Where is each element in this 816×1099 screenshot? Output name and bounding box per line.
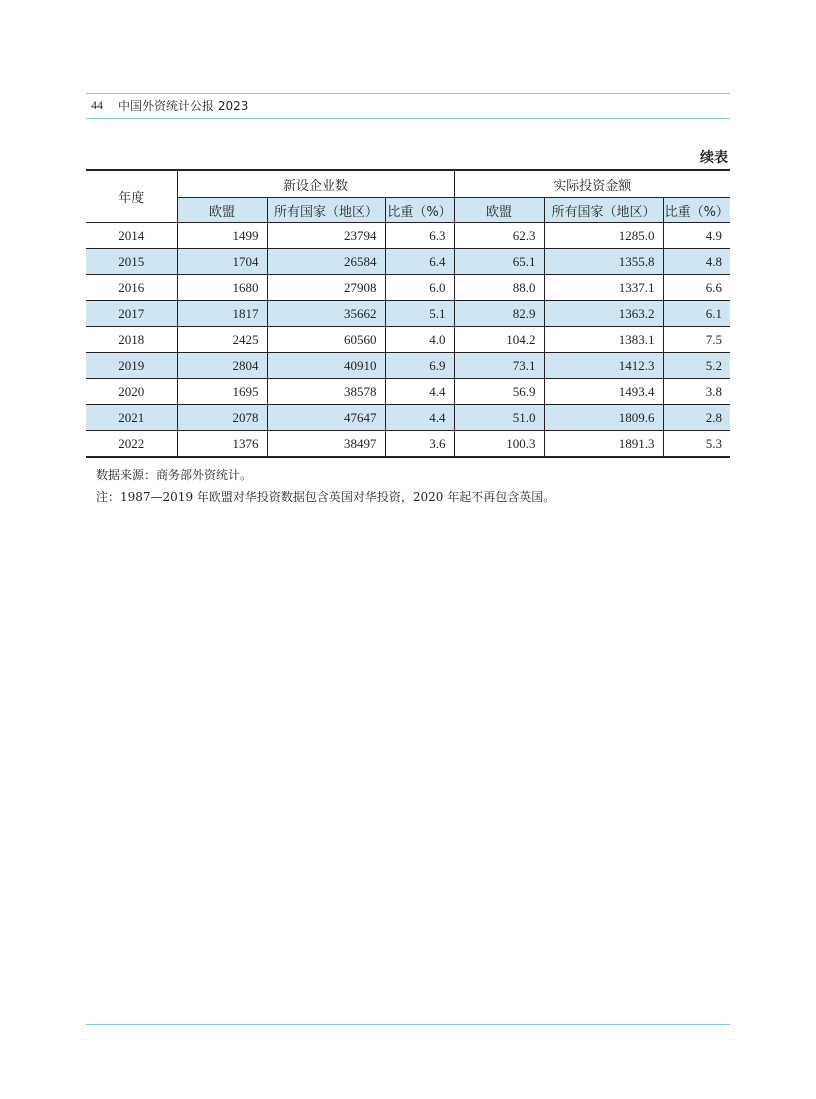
cell-enterprise-share: 4.4: [385, 379, 454, 405]
sub-header-eu: 欧盟: [454, 198, 544, 223]
cell-year: 2022: [86, 431, 177, 458]
cell-all-enterprises: 27908: [267, 275, 385, 301]
cell-eu-investment: 104.2: [454, 327, 544, 353]
table-row: [86, 353, 730, 379]
cell-eu-enterprises: 2804: [177, 353, 267, 379]
page-number: 44: [91, 98, 103, 112]
table-row: [86, 405, 730, 431]
table-row: [86, 301, 730, 327]
cell-enterprise-share: 4.4: [385, 405, 454, 431]
cell-eu-investment: 88.0: [454, 275, 544, 301]
running-header: [86, 93, 730, 119]
cell-eu-enterprises: 1704: [177, 249, 267, 275]
cell-enterprise-share: 4.0: [385, 327, 454, 353]
cell-eu-enterprises: 2425: [177, 327, 267, 353]
cell-enterprise-share: 6.0: [385, 275, 454, 301]
cell-eu-investment: 56.9: [454, 379, 544, 405]
cell-all-enterprises: 47647: [267, 405, 385, 431]
statistics-table: [86, 169, 730, 458]
cell-all-investment: 1337.1: [544, 275, 663, 301]
cell-eu-enterprises: 1817: [177, 301, 267, 327]
cell-eu-enterprises: 1680: [177, 275, 267, 301]
year-column-header: 年度: [86, 170, 177, 223]
table-row: [86, 431, 730, 458]
cell-all-enterprises: 38578: [267, 379, 385, 405]
cell-all-investment: 1493.4: [544, 379, 663, 405]
cell-year: 2019: [86, 353, 177, 379]
cell-enterprise-share: 6.3: [385, 223, 454, 249]
cell-all-investment: 1891.3: [544, 431, 663, 458]
cell-year: 2017: [86, 301, 177, 327]
cell-all-enterprises: 23794: [267, 223, 385, 249]
cell-all-enterprises: 38497: [267, 431, 385, 458]
cell-investment-share: 5.2: [663, 353, 730, 379]
cell-enterprise-share: 3.6: [385, 431, 454, 458]
cell-all-investment: 1285.0: [544, 223, 663, 249]
cell-all-investment: 1412.3: [544, 353, 663, 379]
cell-year: 2015: [86, 249, 177, 275]
table-row: [86, 249, 730, 275]
cell-enterprise-share: 6.4: [385, 249, 454, 275]
cell-year: 2021: [86, 405, 177, 431]
cell-enterprise-share: 5.1: [385, 301, 454, 327]
source-note: 数据来源：商务部外资统计。: [96, 468, 253, 482]
sub-header-all-countries: 所有国家（地区）: [544, 198, 663, 223]
sub-header-eu: 欧盟: [177, 198, 267, 223]
cell-investment-share: 4.9: [663, 223, 730, 249]
footer-rule: [86, 1024, 730, 1025]
cell-eu-investment: 65.1: [454, 249, 544, 275]
cell-eu-enterprises: 1376: [177, 431, 267, 458]
table-row: [86, 275, 730, 301]
table-row: [86, 223, 730, 249]
cell-eu-investment: 100.3: [454, 431, 544, 458]
cell-all-investment: 1383.1: [544, 327, 663, 353]
table-continued-label: 续表: [700, 150, 728, 166]
cell-investment-share: 3.8: [663, 379, 730, 405]
cell-all-enterprises: 60560: [267, 327, 385, 353]
cell-investment-share: 5.3: [663, 431, 730, 458]
cell-investment-share: 7.5: [663, 327, 730, 353]
cell-all-enterprises: 35662: [267, 301, 385, 327]
cell-enterprise-share: 6.9: [385, 353, 454, 379]
table-notes: [96, 464, 555, 508]
sub-header-share: 比重（%）: [385, 198, 454, 223]
actual-investment-group-header: 实际投资金额: [454, 170, 730, 198]
cell-eu-investment: 82.9: [454, 301, 544, 327]
table-row: [86, 327, 730, 353]
cell-eu-investment: 62.3: [454, 223, 544, 249]
cell-eu-investment: 51.0: [454, 405, 544, 431]
table-row: [86, 379, 730, 405]
cell-all-enterprises: 40910: [267, 353, 385, 379]
cell-investment-share: 6.1: [663, 301, 730, 327]
cell-year: 2018: [86, 327, 177, 353]
sub-header-all-countries: 所有国家（地区）: [267, 198, 385, 223]
cell-year: 2016: [86, 275, 177, 301]
cell-all-enterprises: 26584: [267, 249, 385, 275]
cell-eu-enterprises: 1499: [177, 223, 267, 249]
footnote: 注：1987—2019 年欧盟对华投资数据包含英国对华投资，2020 年起不再包含英国。: [96, 490, 556, 504]
cell-investment-share: 2.8: [663, 405, 730, 431]
sub-header-share: 比重（%）: [663, 198, 730, 223]
table-header-row: [86, 170, 730, 198]
cell-all-investment: 1355.8: [544, 249, 663, 275]
cell-investment-share: 4.8: [663, 249, 730, 275]
cell-eu-enterprises: 2078: [177, 405, 267, 431]
cell-eu-enterprises: 1695: [177, 379, 267, 405]
cell-year: 2020: [86, 379, 177, 405]
cell-all-investment: 1363.2: [544, 301, 663, 327]
cell-all-investment: 1809.6: [544, 405, 663, 431]
cell-year: 2014: [86, 223, 177, 249]
new-enterprises-group-header: 新设企业数: [177, 170, 454, 198]
cell-investment-share: 6.6: [663, 275, 730, 301]
publication-title: 中国外资统计公报 2023: [118, 99, 249, 113]
cell-eu-investment: 73.1: [454, 353, 544, 379]
table-subheader-row: [86, 198, 730, 223]
